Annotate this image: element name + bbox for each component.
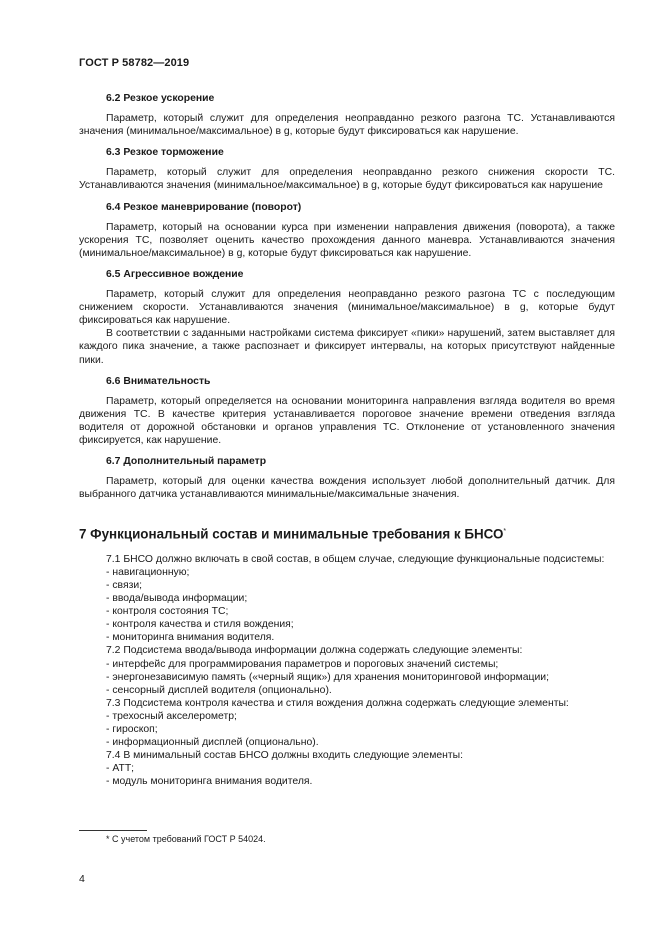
section-6-7-title: 6.7 Дополнительный параметр xyxy=(106,456,267,468)
list-item-7-1-6: - мониторинга внимания водителя. xyxy=(79,631,615,644)
section-6-2-text: Параметр, который служит для определения неоправданно резкого разгона ТС. Устанавливаются значения (минимальное/максимальное) в g, которые будут фиксироваться как нарушение. xyxy=(79,113,615,138)
list-item-7-2-2: - энергонезависимую память («черный ящик») для хранения мониторинговой информации; xyxy=(79,671,615,684)
section-6-3-title: 6.3 Резкое торможение xyxy=(106,147,224,159)
section-6-7-text: Параметр, который для оценки качества вождения использует любой дополнительный датчик. Для выбранного датчика устанавливаются минимальные/максимальные значения. xyxy=(79,476,615,501)
section-6-5-text-1: Параметр, который служит для определения неоправданно резкого разгона ТС с последующим снижением скорости. Устанавливаются значения (минимальное/максимальное) в g, которые будут фиксироваться как нарушение. xyxy=(79,289,615,327)
section-7-title: 7 Функциональный состав и минимальные требования к БНСО xyxy=(79,526,504,542)
footnote-divider xyxy=(79,830,147,831)
footnote: * С учетом требований ГОСТ Р 54024. xyxy=(106,834,266,844)
footnote-marker: * xyxy=(503,528,507,536)
list-item-7-1-4: - контроля состояния ТС; xyxy=(79,605,615,618)
list-item-7-3-2: - гироскоп; xyxy=(79,723,615,736)
section-6-3-text: Параметр, который служит для определения неоправданно резкого снижения скорости ТС. Устанавливаются значения (минимальное/максимальное) в g, которые будут фиксироваться как нарушение xyxy=(79,167,615,192)
list-item-7-4-2: - модуль мониторинга внимания водителя. xyxy=(79,775,615,788)
list-item-7-3-3: - информационный дисплей (опционально). xyxy=(79,736,615,749)
section-6-5-text-2: В соответствии с заданными настройками система фиксирует «пики» нарушений, затем выставляет для каждого пика значение, а также распознает и фиксирует интервалы, на которых присутствуют найденные пики. xyxy=(79,328,615,366)
page-number: 4 xyxy=(79,873,85,885)
section-6-4-title: 6.4 Резкое маневрирование (поворот) xyxy=(106,201,302,213)
clause-7-3: 7.3 Подсистема контроля качества и стиля вождения должна содержать следующие элементы: xyxy=(106,697,569,709)
list-item-7-2-1: - интерфейс для программирования параметров и пороговых значений системы; xyxy=(79,658,615,671)
section-6-6-text: Параметр, который определяется на основании мониторинга направления взгляда водителя во время движения ТС. В качестве критерия устанавливается пороговое значение времени отведения взгляда водителя от дорожной обстановки и органов управления ТС. Отклонение от установленного значения фиксируется, как нарушение. xyxy=(79,395,615,446)
list-item-7-2-3: - сенсорный дисплей водителя (опционально). xyxy=(79,684,615,697)
section-6-2-title: 6.2 Резкое ускорение xyxy=(106,93,215,104)
clause-7-4: 7.4 В минимальный состав БНСО должны входить следующие элементы: xyxy=(106,750,463,762)
document-header: ГОСТ Р 58782—2019 xyxy=(79,57,190,69)
section-7-heading xyxy=(79,524,615,542)
section-6-4-text: Параметр, который на основании курса при изменении направления движения (поворота), а также ускорения ТС, позволяет оценить качество прохождения данного маневра. Устанавливаются значения (минимальное/максимальное) в g, которые будут фиксироваться как нарушение. xyxy=(79,221,615,259)
list-item-7-3-1: - трехосный акселерометр; xyxy=(79,710,615,723)
clause-7-2: 7.2 Подсистема ввода/вывода информации должна содержать следующие элементы: xyxy=(106,645,523,657)
clause-7-1: 7.1 БНСО должно включать в свой состав, в общем случае, следующие функциональные подсистемы: xyxy=(106,553,605,565)
list-item-7-1-3: - ввода/вывода информации; xyxy=(79,592,615,605)
list-item-7-1-2: - связи; xyxy=(79,579,615,592)
page-content xyxy=(79,92,615,789)
list-item-7-1-5: - контроля качества и стиля вождения; xyxy=(79,618,615,631)
list-item-7-1-1: - навигационную; xyxy=(79,566,615,579)
list-item-7-4-1: - АТТ; xyxy=(79,762,615,775)
section-6-5-title: 6.5 Агрессивное вождение xyxy=(106,268,244,280)
section-6-6-title: 6.6 Внимательность xyxy=(106,375,211,387)
